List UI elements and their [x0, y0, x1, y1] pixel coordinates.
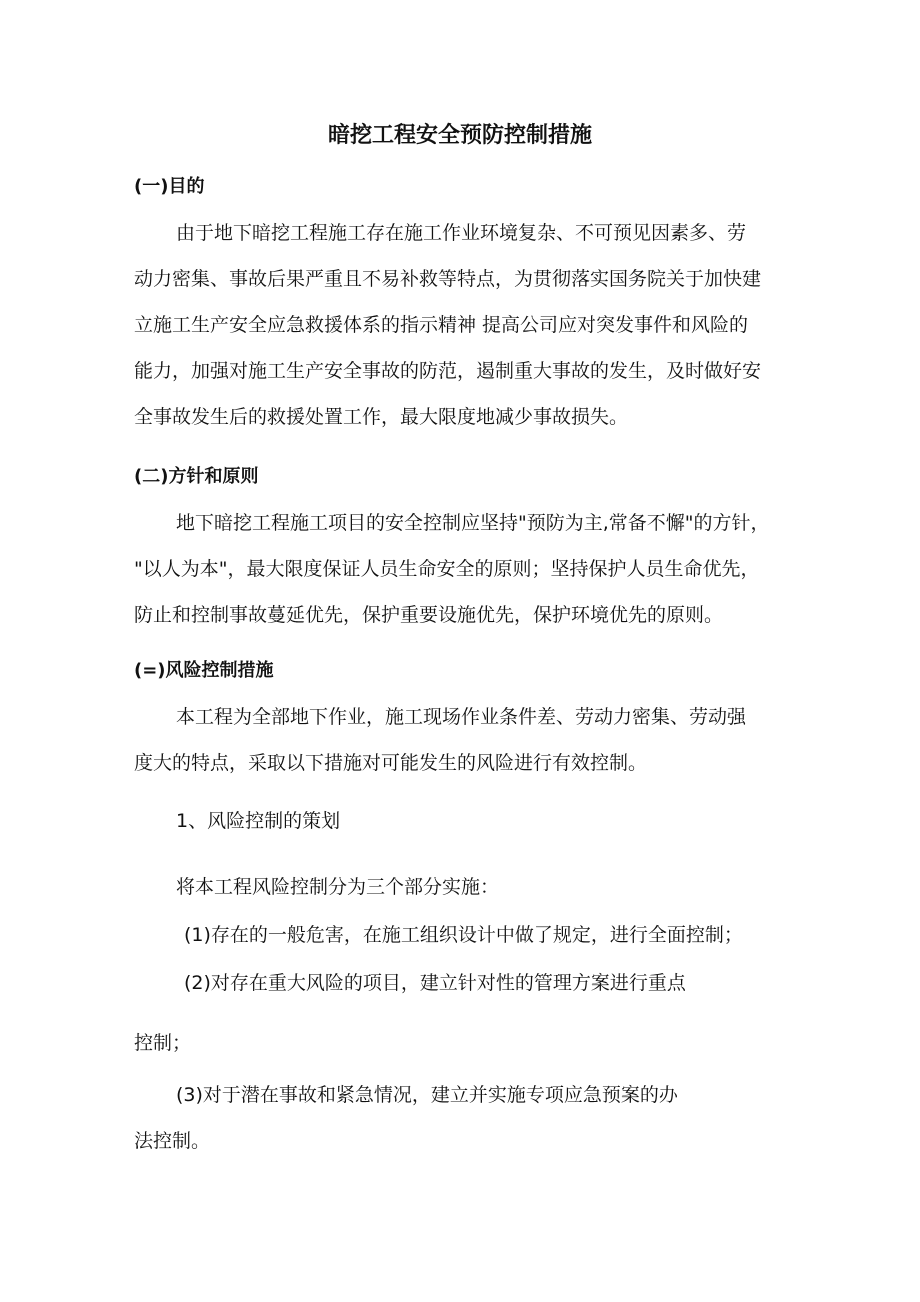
section1-line: 由于地下暗挖工程施工存在施工作业环境复杂、不可预见因素多、劳 [176, 222, 747, 244]
subsection-heading: 1、风险控制的策划 [176, 810, 341, 832]
section3-paragraph [134, 694, 746, 786]
section1-line: 能力，加强对施工生产安全事故的防范，遏制重大事故的发生，及时做好安 [134, 360, 762, 382]
list-item-3-continued: 法控制。 [134, 1130, 211, 1152]
section1-line: 立施工生产安全应急救援体系的指示精神 提高公司应对突发事件和风险的 [134, 314, 749, 336]
section1-line: 动力密集、事故后果严重且不易补救等特点，为贯彻落实国务院关于加快建 [134, 268, 762, 290]
section3-line: 度大的特点，采取以下措施对可能发生的风险进行有效控制。 [134, 752, 648, 774]
section3-heading: (=)风险控制措施 [134, 660, 274, 681]
document-title: 暗挖工程安全预防控制措施 [327, 123, 592, 148]
section1-line: 全事故发生后的救援处置工作，最大限度地减少事故损失。 [134, 406, 629, 428]
section1-heading: (一)目的 [134, 176, 205, 197]
list-item-3: (3)对于潜在事故和紧急情况，建立并实施专项应急预案的办 [176, 1084, 678, 1106]
section1-paragraph [134, 210, 761, 440]
list-item-1: (1)存在的一般危害，在施工组织设计中做了规定，进行全面控制； [184, 924, 743, 946]
list-item-2-continued: 控制； [134, 1032, 192, 1054]
section2-heading: (二)方针和原则 [134, 466, 259, 487]
section2-line: 防止和控制事故蔓延优先，保护重要设施优先，保护环境优先的原则。 [134, 604, 724, 626]
section2-line: "以人为本"，最大限度保证人员生命安全的原则；坚持保护人员生命优先， [134, 558, 760, 580]
intro-text: 将本工程风险控制分为三个部分实施： [176, 876, 500, 898]
list-item-2: (2)对存在重大风险的项目，建立针对性的管理方案进行重点 [184, 972, 686, 994]
section2-line: 地下暗挖工程施工项目的安全控制应坚持"预防为主,常备不懈"的方针， [176, 512, 770, 534]
section3-line: 本工程为全部地下作业，施工现场作业条件差、劳动力密集、劳动强 [176, 706, 747, 728]
section2-paragraph [134, 500, 770, 638]
